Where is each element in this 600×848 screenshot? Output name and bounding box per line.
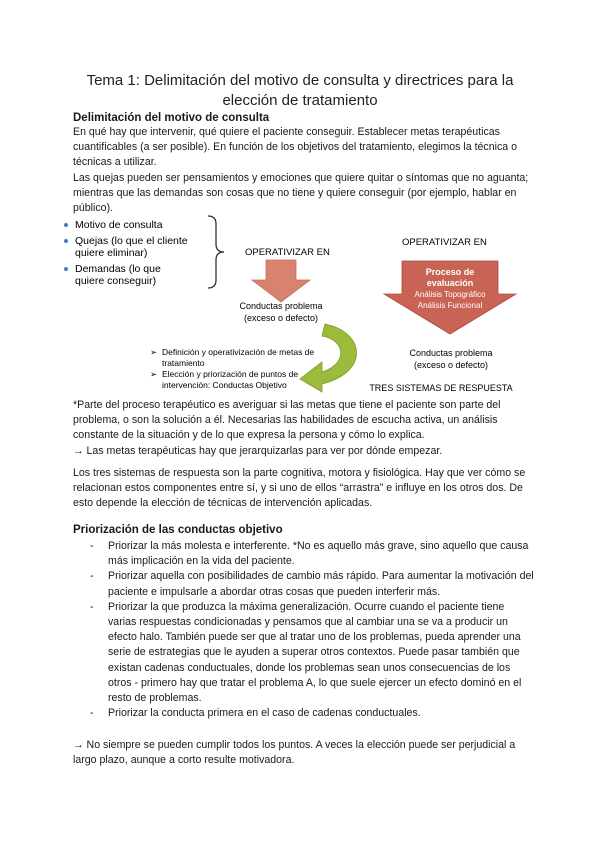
down-arrow-left: [252, 260, 310, 302]
list-item: - Priorizar la conducta primera en el caso de cadenas conductuales.: [90, 706, 535, 721]
evaluation-title-line2: evaluación: [426, 278, 474, 288]
evaluation-sub-line1: Análisis Topográfico: [414, 290, 486, 299]
conductas-left-line2: (exceso o defecto): [243, 313, 319, 323]
bullet-dot: [64, 223, 68, 227]
def-line2: tratamiento: [162, 358, 205, 368]
conductas-right-line1: Conductas problema: [409, 348, 493, 358]
conductas-right-line2: (exceso o defecto): [413, 360, 489, 370]
bullet-dot: [64, 239, 68, 243]
def-arrow-2: ➢: [150, 369, 158, 379]
paragraph-quejas-demandas: Las quejas pueden ser pensamientos y emociones que quiere quitar o síntomas que no aguanta; mientras que las demandas son cosas que no tiene y quiere conseguir (por ejemplo, hablar en público).: [73, 172, 529, 215]
bullet-demandas-2: quiere conseguir): [75, 275, 157, 287]
paragraph-tres-sistemas: Los tres sistemas de respuesta son la parte cognitiva, motora y fisiológica. Hay que ver cómo se relacionan estos componentes entre sí, y si uno de ellos “arrastra” e influye en los otros dos. De esto depende la elección de técnicas de intervención aplicadas.: [73, 467, 526, 510]
bullet-demandas-1: Demandas (lo que: [75, 263, 161, 275]
tres-sistemas-label: TRES SISTEMAS DE RESPUESTA: [369, 383, 513, 393]
section-heading-priorizacion: Priorización de las conductas objetivo: [73, 524, 283, 536]
evaluation-sub-line2: Análisis Funcional: [417, 301, 483, 310]
list-item: - Priorizar la que produzca la máxima generalización. Ocurre cuando el paciente tiene varias respuestas condicionadas y pensamos que al cambiar una se va a producir un efecto halo. También puede ser que al tratar uno de los problemas, pueda aprender una serie de estrategias que le ayuden a superar otros contextos. Puede pasar también que existan cadenas conductuales, donde los problemas sean unos consecuencias de los otros - primero hay que tratar el problema A, lo que suele ejercer un efecto dominó en el resto de problemas.: [90, 600, 535, 706]
evaluation-title-line1: Proceso de: [425, 267, 475, 277]
bullet-dot: [64, 267, 68, 271]
bullet-quejas-1: Quejas (lo que el cliente: [75, 235, 188, 247]
curved-arrow: [300, 324, 357, 392]
right-brace: [208, 216, 224, 288]
section-heading-delimitacion: Delimitación del motivo de consulta: [73, 112, 270, 124]
bullet-motivo: Motivo de consulta: [75, 219, 163, 231]
evaluation-diagram: [60, 212, 540, 397]
paragraph-final: → No siempre se pueden cumplir todos los puntos. A veces la elección puede ser perjudicial a largo plazo, aunque a corto resulte motivadora.: [73, 739, 516, 767]
bullet-quejas-2: quiere eliminar): [75, 247, 148, 259]
list-item: - Priorizar aquella con posibilidades de cambio más rápido. Para aumentar la motivación del paciente e impulsarle a abordar otras cosas que pueden interferir más.: [90, 569, 535, 599]
def-line4: intervención: Conductas Objetivo: [162, 380, 287, 390]
operativizar-left-label: OPERATIVIZAR EN: [245, 247, 330, 258]
priorization-list: [90, 539, 535, 721]
def-arrow-1: ➢: [150, 347, 158, 357]
list-item: - Priorizar la más molesta e interferente. *No es aquello más grave, sino aquello que causa más implicación en la vida del paciente.: [90, 539, 535, 569]
def-line3: Elección y priorización de puntos de: [162, 369, 299, 379]
paragraph-metas: En qué hay que intervenir, qué quiere el paciente conseguir. Establecer metas terapéuticas cuantificables (a ser posible). En función de los objetivos del tratamiento, elegimos la técnica o técnicas a utilizar.: [73, 126, 518, 169]
conductas-left-line1: Conductas problema: [239, 301, 323, 311]
paragraph-jerarquizar: → Las metas terapéuticas hay que jerarquizarlas para ver por dónde empezar.: [73, 445, 443, 457]
operativizar-right-label: OPERATIVIZAR EN: [402, 237, 487, 248]
paragraph-proceso: *Parte del proceso terapéutico es averiguar si las metas que tiene el paciente son parte del problema, o son la solución a él. Necesarias las habilidades de escucha activa, un análisis constante de la situación y de lo que expresa la persona y cómo lo explica.: [73, 399, 501, 442]
page-title: Tema 1: Delimitación del motivo de consulta y directrices para la elección de tratamiento: [86, 72, 514, 109]
def-line1: Definición y operativización de metas de: [162, 347, 315, 357]
